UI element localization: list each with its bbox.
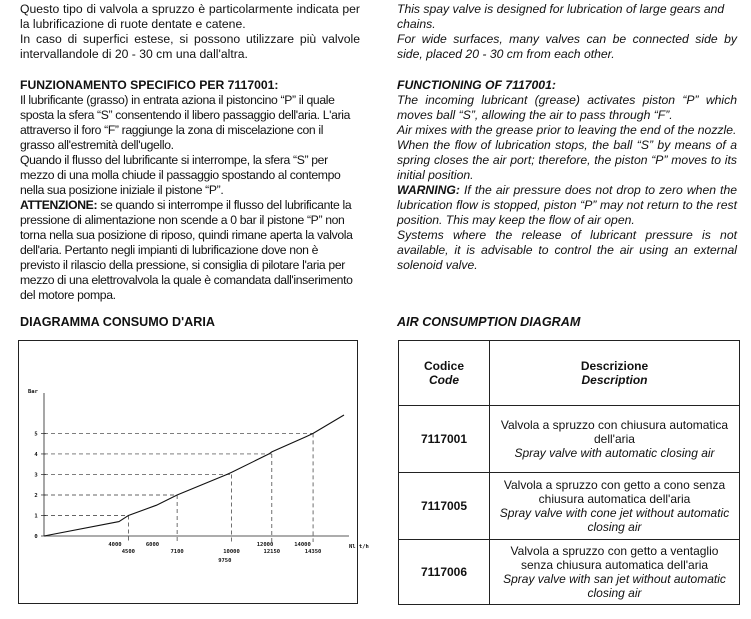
row-description bbox=[490, 473, 740, 540]
warning-text-en: If the air pressure does not drop to zero when the lubrication flow is stopped, piston “P” may not return to the rest position. This may keep the flow of air open. bbox=[397, 183, 737, 227]
intro-it-2: In caso di superfici estese, si possono utilizzare più valvole intervallandole di 20 - 30 cm una dall'altra. bbox=[20, 32, 360, 61]
x-tick-label-upper: 4000 bbox=[108, 542, 122, 548]
header-code-en: Code bbox=[429, 373, 459, 387]
row-description bbox=[490, 540, 740, 605]
y-tick-label: 1 bbox=[34, 513, 38, 520]
row-desc-en: Spray valve with automatic closing air bbox=[514, 446, 715, 460]
x-tick-label-lower: 7100 bbox=[170, 549, 184, 555]
warning-it bbox=[20, 198, 360, 303]
body-en-1: The incoming lubricant (grease) activates piston “P” which moves ball “S”, allowing the air to pass through “F”. bbox=[397, 93, 737, 122]
y-axis-label: Bar bbox=[28, 389, 38, 395]
x-tick-label-lower: 4500 bbox=[121, 549, 135, 555]
body-it-2: Quando il flusso del lubrificante si interrompe, la sfera “S” per mezzo di una molla chiude il passaggio spostando al contempo nella sua posizione iniziale il pistone “P”. bbox=[20, 153, 341, 197]
row-desc-it: Valvola a spruzzo con getto a ventaglio senza chiusura automatica dell'aria bbox=[510, 544, 719, 572]
heading-it: FUNZIONAMENTO SPECIFICO PER 7117001: bbox=[20, 78, 279, 92]
y-tick-label: 4 bbox=[34, 451, 38, 458]
row-code: 7117006 bbox=[399, 540, 490, 605]
y-tick-label: 2 bbox=[34, 492, 38, 499]
heading-en: FUNCTIONING OF 7117001: bbox=[397, 78, 556, 92]
x-axis-label: Nl t/h bbox=[349, 544, 369, 550]
x-tick-label-upper: 6000 bbox=[145, 542, 160, 548]
row-desc-en: Spray valve with san jet without automatic closing air bbox=[503, 572, 726, 600]
x-tick-label-upper: 12000 bbox=[256, 542, 274, 548]
header-description bbox=[490, 341, 740, 406]
row-code: 7117005 bbox=[399, 473, 490, 540]
body-en-2: Air mixes with the grease prior to leaving the end of the nozzle. bbox=[397, 123, 737, 137]
intro-it-1: Questo tipo di valvola a spruzzo è particolarmente indicata per la lubrificazione di ruote dentate e catene. bbox=[20, 2, 360, 31]
row-desc-it: Valvola a spruzzo con getto a cono senza chiusura automatica dell'aria bbox=[503, 478, 726, 506]
x-tick-label-lower: 14350 bbox=[304, 549, 322, 555]
english-column bbox=[397, 2, 737, 273]
row-description bbox=[490, 406, 740, 473]
intro-en-2: For wide surfaces, many valves can be connected side by side, placed 20 - 30 cm from each other. bbox=[397, 32, 737, 61]
table-row bbox=[399, 473, 740, 540]
x-tick-label-lower: 12150 bbox=[263, 549, 281, 555]
warning-en bbox=[397, 183, 737, 228]
y-tick-label: 0 bbox=[34, 534, 38, 540]
chart-svg bbox=[19, 341, 369, 605]
warning-label-en: WARNING: bbox=[397, 183, 460, 197]
header-code-it: Codice bbox=[423, 359, 464, 373]
product-table bbox=[398, 340, 740, 605]
header-desc-it: Descrizione bbox=[580, 359, 649, 373]
header-desc-en: Description bbox=[581, 373, 648, 387]
row-code: 7117001 bbox=[399, 406, 490, 473]
intro-en-1: This spay valve is designed for lubrication of large gears and chains. bbox=[397, 2, 725, 31]
x-tick-label-upper: 14000 bbox=[294, 542, 311, 548]
body-en-3: When the flow of lubrication stops, the ball “S” by means of a spring closes the air port; therefore, the piston “P” moves to its initial position. bbox=[397, 138, 737, 182]
y-tick-label: 5 bbox=[34, 431, 38, 438]
row-desc-it: Valvola a spruzzo con chiusura automatica dell'aria bbox=[500, 418, 729, 446]
x-tick-label-extra: 9750 bbox=[218, 558, 232, 564]
header-code bbox=[399, 341, 490, 406]
row-desc-en: Spray valve with cone jet without automatic closing air bbox=[499, 506, 730, 534]
diagram-title-it: DIAGRAMMA CONSUMO D'ARIA bbox=[20, 315, 215, 329]
diagram-title-en: AIR CONSUMPTION DIAGRAM bbox=[397, 315, 581, 329]
table-row bbox=[399, 406, 740, 473]
air-consumption-chart bbox=[18, 340, 369, 604]
warning-label-it: ATTENZIONE: bbox=[20, 198, 98, 212]
italian-column bbox=[20, 2, 360, 303]
x-tick-label-lower: 10000 bbox=[223, 549, 240, 555]
warning-text-it: se quando si interrompe il flusso del lubrificante la pressione di alimentazione non scende a 0 bar il pistone “P” non torna nella sua posizione di riposo, quindi rimane aperta la valvola dell'aria. Pertanto negli impianti di lubrificazione dove non è previsto il rilascio della pressione, si consiglia di pilotare l'aria per mezzo di una elettrovalvola la quale è comandata dall'inserimento del motore pompa. bbox=[20, 198, 353, 302]
closing-en: Systems where the release of lubricant pressure is not available, it is advisable to control the air using an external solenoid valve. bbox=[397, 228, 737, 272]
table-header-row bbox=[399, 341, 740, 406]
table-row bbox=[399, 540, 740, 605]
y-tick-label: 3 bbox=[34, 472, 38, 479]
body-it-1: Il lubrificante (grasso) in entrata aziona il pistoncino “P” il quale sposta la sfera “S” consentendo il libero passaggio dell'aria. L'aria attraverso il foro “F” raggiunge la zona di miscelazione con il grasso all'estremità dell'ugello. bbox=[20, 93, 351, 152]
